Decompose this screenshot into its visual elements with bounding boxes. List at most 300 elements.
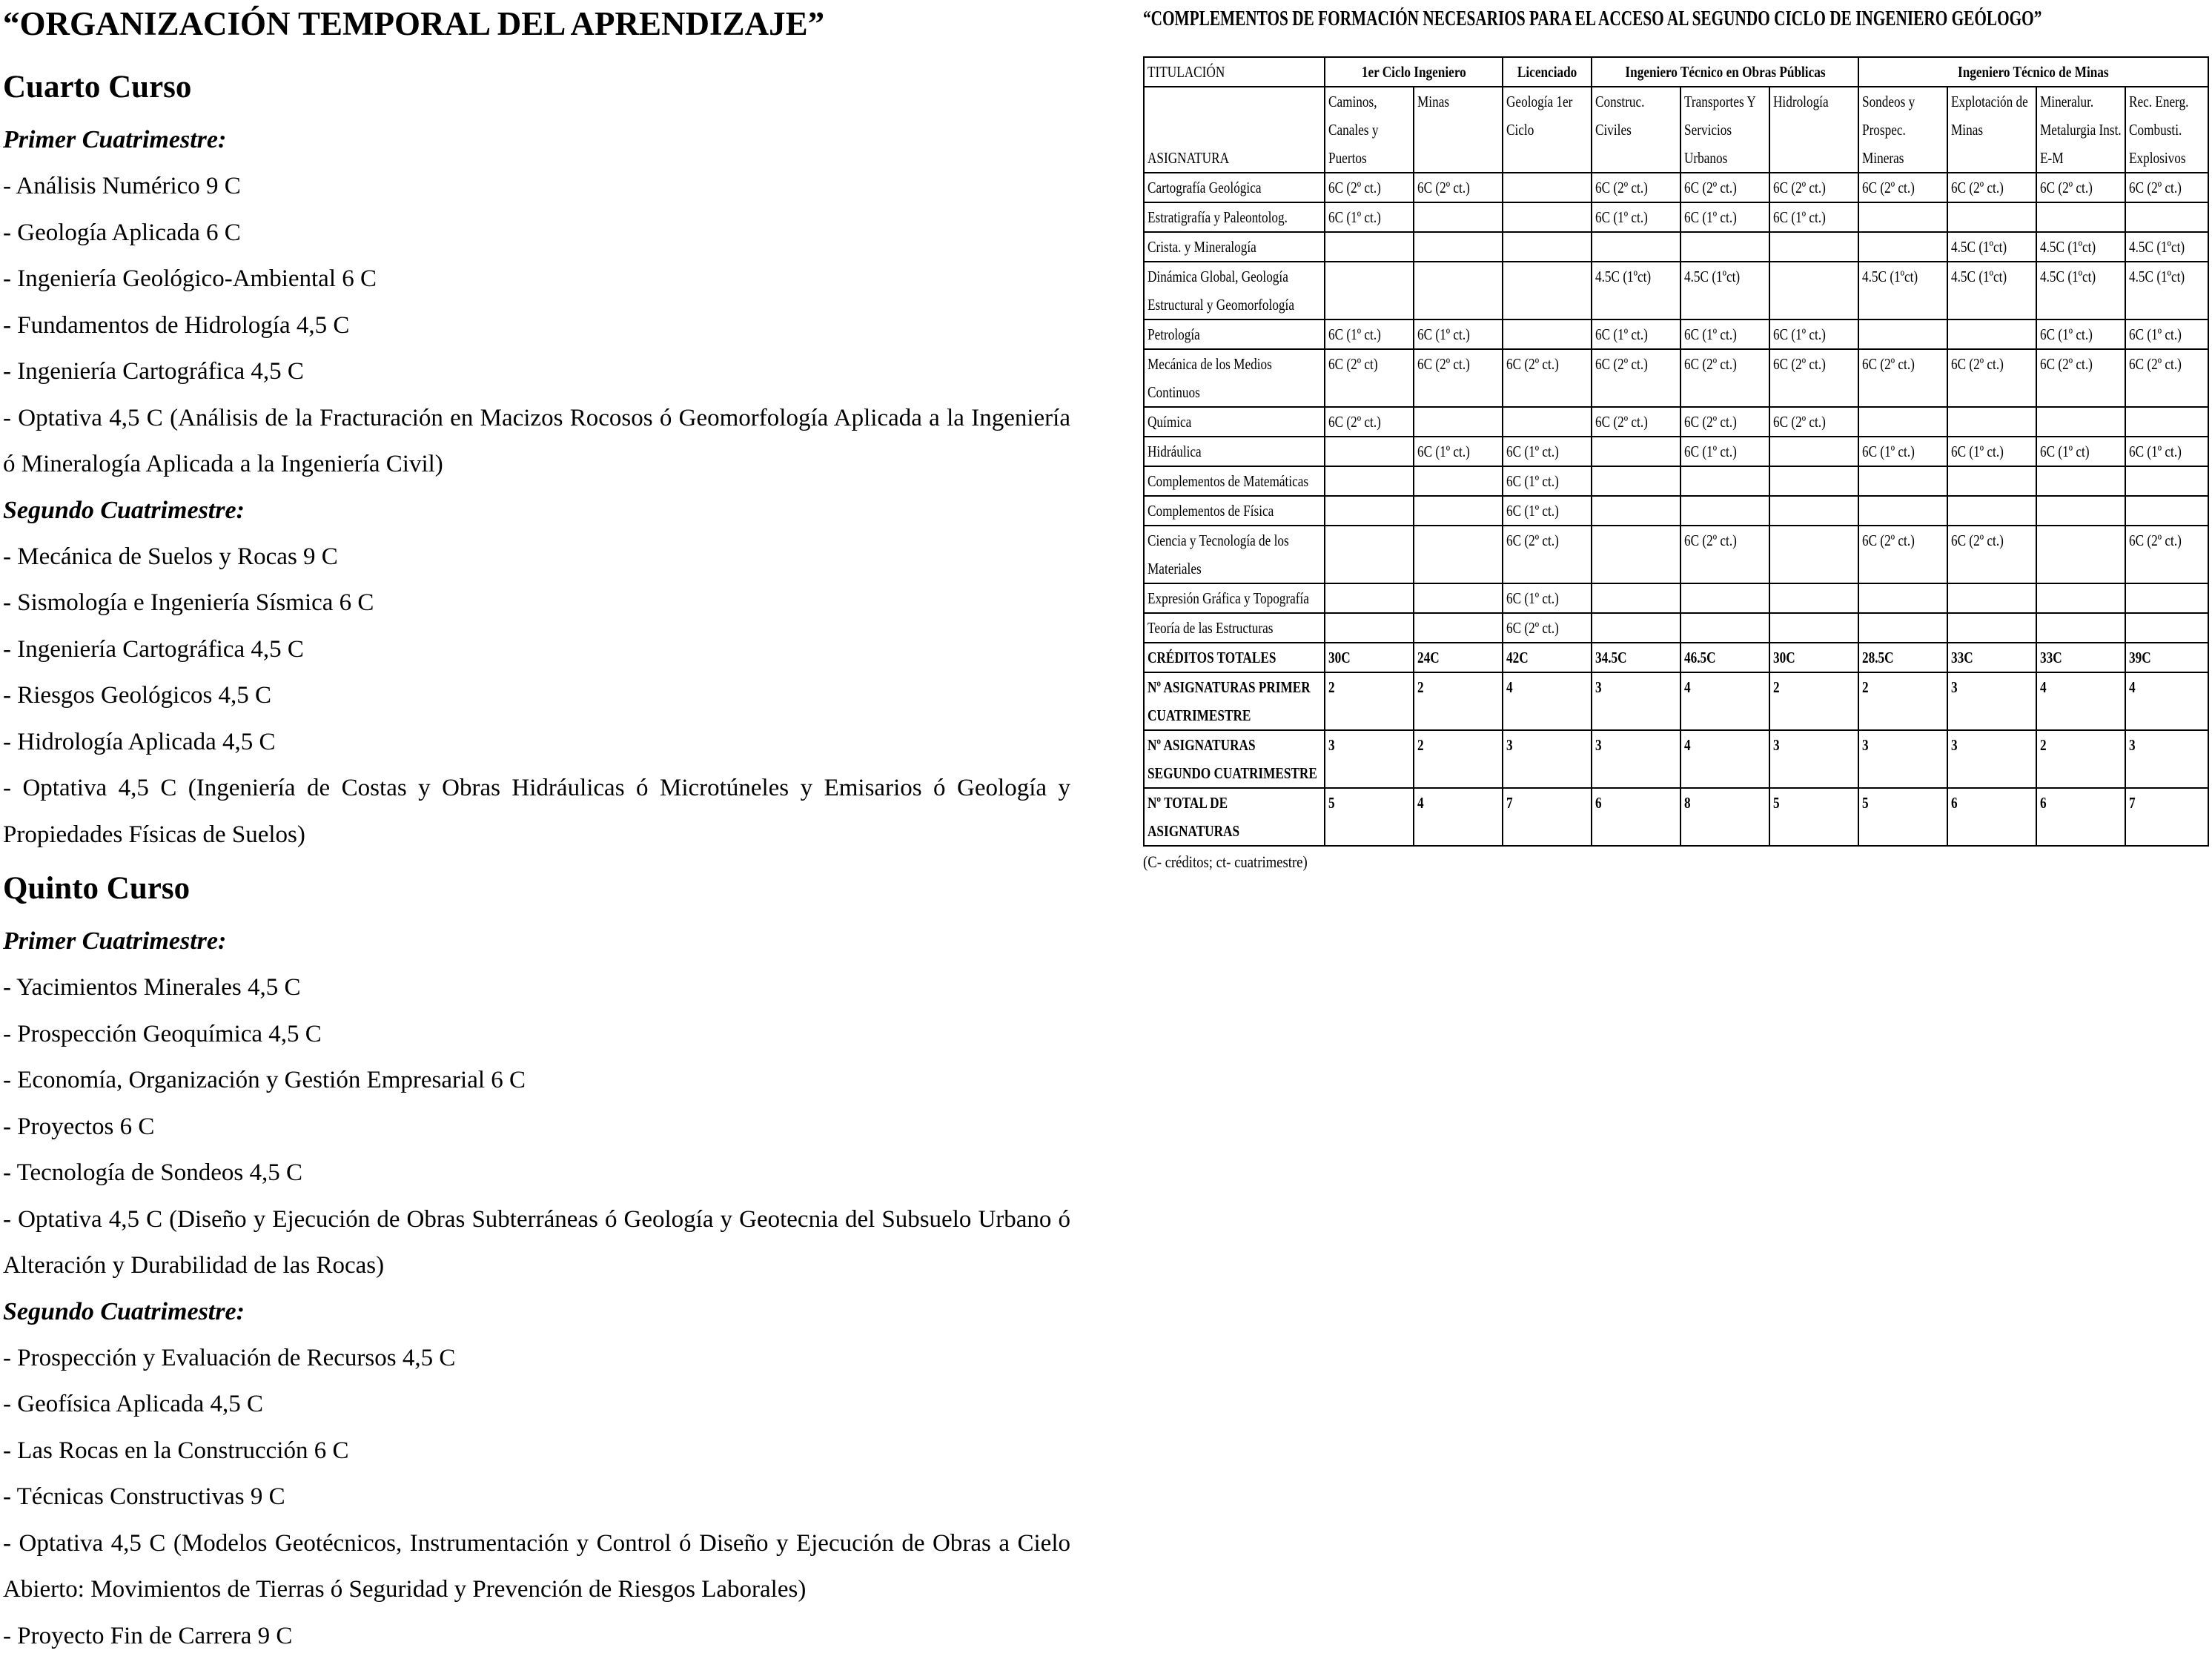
cell-text: 46.5C [1684,643,1766,672]
table-cell [2125,173,2208,202]
cell-text: 3 [2129,731,2205,759]
cell-text: Nº ASIGNATURAS PRIMER CUATRIMESTRE [1148,673,1321,729]
table-cell [1680,583,1769,613]
cell-text: 2 [1862,673,1944,701]
cell-text: Construc. Civiles [1595,87,1677,144]
table-cell [2036,466,2125,496]
table-cell [1414,730,1503,788]
table-body [1144,173,2208,846]
table-cell [1769,232,1858,262]
header-column [1592,87,1680,173]
table-cell [2036,583,2125,613]
cell-text: 6C (1º ct.) [1684,203,1766,231]
cell-text: Transportes Y Servicios Urbanos [1684,87,1766,172]
table-cell [1592,349,1680,407]
table-cell [1947,319,2036,349]
header-column [1769,87,1858,173]
course-schedule [3,3,1070,1659]
table-cell [1325,437,1414,466]
header-group-row [1144,57,2208,87]
complementos-section [1143,4,2208,34]
table-row [1144,526,2208,583]
cell-text: 6C (1º ct.) [2129,320,2205,348]
row-label [1144,730,1325,788]
cell-text: 6C (2º ct.) [1862,350,1944,378]
cell-text: Complementos de Física [1148,497,1321,525]
course-item: - Proyectos 6 C [3,1104,1070,1150]
cell-text: 5 [1773,789,1855,817]
table-row [1144,437,2208,466]
table-cell [1325,466,1414,496]
course-item: - Hidrología Aplicada 4,5 C [3,719,1070,766]
table-cell [1414,526,1503,583]
table-row [1144,407,2208,437]
table-cell [1592,643,1680,672]
table-cell [1858,643,1947,672]
cell-text: 6 [1595,789,1677,817]
cell-text: 7 [2129,789,2205,817]
cell-text: 4 [2129,673,2205,701]
cell-text: 6 [2040,789,2122,817]
cell-text: 5 [1862,789,1944,817]
cell-text: 30C [1328,643,1410,672]
cell-text: ASIGNATURA [1148,144,1321,172]
cell-text: Hidráulica [1148,437,1321,466]
cell-text: 6C (2º ct.) [1506,526,1588,554]
table-cell [1769,730,1858,788]
table-cell [1414,262,1503,319]
header-column [2036,87,2125,173]
cell-text: Licenciado [1506,58,1588,86]
row-label [1144,437,1325,466]
table-cell [1325,262,1414,319]
table-cell [1769,466,1858,496]
table-cell [2036,407,2125,437]
cell-text: 6C (1º ct.) [1595,203,1677,231]
cell-text: 42C [1506,643,1588,672]
cell-text: 3 [1951,731,2033,759]
table-cell [1414,583,1503,613]
cell-text: 6C (1º ct.) [1773,203,1855,231]
course-item: - Optativa 4,5 C (Diseño y Ejecución de Obras Subterráneas ó Geología y Geotecnia del Subsuelo Urbano ó Alteración y Durabilidad de las Rocas) [3,1196,1070,1289]
cell-text: Ingeniero Técnico en Obras Públicas [1595,58,1855,86]
table-cell [1592,437,1680,466]
cell-text: 6C (2º ct.) [1773,173,1855,202]
table-cell [1503,496,1592,526]
table-cell [1947,262,2036,319]
table-cell [1325,407,1414,437]
cell-text: 4.5C (1ºct) [2040,233,2122,261]
table-row [1144,173,2208,202]
table-cell [1503,583,1592,613]
table-cell [1592,173,1680,202]
cell-text: 6C (1º ct.) [1328,203,1410,231]
table-cell [1592,730,1680,788]
course-list-cuarto-segundo [3,534,1070,858]
cell-text: Petrología [1148,320,1321,348]
table-cell [1680,262,1769,319]
table-cell [1503,349,1592,407]
table-cell [1947,583,2036,613]
cell-text: Nº ASIGNATURAS SEGUNDO CUATRIMESTRE [1148,731,1321,787]
course-item: - Optativa 4,5 C (Ingeniería de Costas y Obras Hidráulicas ó Microtúneles y Emisarios ó Geología y Propiedades Físicas de Suelos) [3,765,1070,858]
table-cell [1947,349,2036,407]
cell-text: 6C (2º ct.) [1684,408,1766,436]
course-item: - Ingeniería Cartográfica 4,5 C [3,348,1070,395]
table-row [1144,232,2208,262]
cell-text: 3 [1595,673,1677,701]
table-cell [1769,788,1858,846]
table-cell [1769,319,1858,349]
cell-text: Mecánica de los Medios Continuos [1148,350,1321,406]
totals-row [1144,788,2208,846]
table-cell [1947,496,2036,526]
row-label [1144,407,1325,437]
table-cell [2036,349,2125,407]
cell-text: 4 [1417,789,1499,817]
row-label [1144,262,1325,319]
cell-text: 6C (1º ct.) [1773,320,1855,348]
course-item: - Economía, Organización y Gestión Empresarial 6 C [3,1057,1070,1104]
cell-text: Caminos, Canales y Puertos [1328,87,1410,172]
table-cell [2036,788,2125,846]
cell-text: 6C (1º ct.) [2129,437,2205,466]
cell-text: 6C (2º ct.) [2040,173,2122,202]
cell-text: 4.5C (1ºct) [2129,233,2205,261]
cell-text: 6C (2º ct) [1328,350,1410,378]
table-cell [2125,788,2208,846]
course-item: - Fundamentos de Hidrología 4,5 C [3,302,1070,349]
cell-text: 4.5C (1ºct) [2040,262,2122,291]
table-cell [1680,232,1769,262]
table-cell [1503,672,1592,730]
course-list-cuarto-primer [3,163,1070,488]
cell-text: 4.5C (1ºct) [2129,262,2205,291]
table-cell [1592,407,1680,437]
cell-text: 34.5C [1595,643,1677,672]
table-cell [1947,613,2036,643]
table-cell [1325,643,1414,672]
cell-text: 4.5C (1ºct) [1951,233,2033,261]
cell-text: 6C (2º ct.) [1328,173,1410,202]
table-cell [1947,526,2036,583]
cell-text: 6C (2º ct.) [2040,350,2122,378]
cell-text: 39C [2129,643,2205,672]
cell-text: 4.5C (1ºct) [1951,262,2033,291]
table-cell [2036,672,2125,730]
header-column [2125,87,2208,173]
table-cell [1592,262,1680,319]
table-cell [1947,232,2036,262]
course-item: - Prospección Geoquímica 4,5 C [3,1011,1070,1058]
table-cell [1680,466,1769,496]
table-cell [1592,672,1680,730]
table-cell [1325,788,1414,846]
semester-label: Segundo Cuatrimestre: [3,488,1070,534]
cell-text: 6C (1º ct.) [1951,437,2033,466]
table-row [1144,613,2208,643]
table-cell [1947,437,2036,466]
cell-text: Rec. Energ. Combusti. Explosivos [2129,87,2205,172]
cell-text: 6C (2º ct.) [2129,173,2205,202]
table-cell [1325,672,1414,730]
table-cell [1858,407,1947,437]
cell-text: 6C (2º ct.) [1951,350,2033,378]
table-cell [1325,173,1414,202]
table-cell [1947,407,2036,437]
section-heading-quinto: Quinto Curso [3,864,190,913]
table-cell [2036,319,2125,349]
cell-text: 6C (2º ct.) [1684,173,1766,202]
cell-text: Sondeos y Prospec. Mineras [1862,87,1944,172]
table-cell [2125,643,2208,672]
table-row [1144,319,2208,349]
table-cell [1858,672,1947,730]
cell-text: 6C (2º ct.) [1773,350,1855,378]
cell-text: 24C [1417,643,1499,672]
course-item: - Las Rocas en la Construcción 6 C [3,1428,1070,1474]
table-cell [1414,788,1503,846]
row-label [1144,173,1325,202]
table-cell [1680,349,1769,407]
page-title: “ORGANIZACIÓN TEMPORAL DEL APRENDIZAJE” [3,3,1070,44]
row-label [1144,788,1325,846]
table-cell [1325,319,1414,349]
course-item: - Ingeniería Cartográfica 4,5 C [3,626,1070,673]
table-cell [1503,173,1592,202]
table-cell [1325,202,1414,232]
totals-row [1144,730,2208,788]
cell-text: 7 [1506,789,1588,817]
table-cell [2125,407,2208,437]
header-asignatura [1144,87,1325,173]
table-cell [1947,173,2036,202]
cell-text: 3 [1595,731,1677,759]
cell-text: 6C (2º ct.) [1595,173,1677,202]
cell-text: 6C (1º ct.) [1506,584,1588,612]
cell-text: 6C (2º ct.) [1506,350,1588,378]
table-row [1144,349,2208,407]
table-row [1144,583,2208,613]
cell-text: Nº TOTAL DE ASIGNATURAS [1148,789,1321,845]
course-item: - Riesgos Geológicos 4,5 C [3,672,1070,719]
table-cell [2125,232,2208,262]
table-cell [2125,349,2208,407]
table-cell [1325,613,1414,643]
cell-text: Crista. y Mineralogía [1148,233,1321,261]
table-wrapper [1143,56,2209,875]
cell-text: 6C (1º ct.) [1684,320,1766,348]
cell-text: 30C [1773,643,1855,672]
table-cell [1858,466,1947,496]
cell-text: 6C (2º ct.) [1595,408,1677,436]
cell-text: 4 [2040,673,2122,701]
cell-text: 6C (1º ct.) [1506,467,1588,495]
table-cell [1858,583,1947,613]
table-cell [1592,526,1680,583]
table-cell [1414,232,1503,262]
table-cell [1592,496,1680,526]
table-cell [1503,613,1592,643]
course-item: - Geofísica Aplicada 4,5 C [3,1381,1070,1428]
row-label [1144,583,1325,613]
cell-text: 6C (1º ct.) [1506,497,1588,525]
table-cell [2036,262,2125,319]
cell-text: 3 [1862,731,1944,759]
header-column [1858,87,1947,173]
cell-text: Complementos de Matemáticas [1148,467,1321,495]
header-group [1503,57,1592,87]
course-list-quinto-segundo [3,1335,1070,1659]
cell-text: Cartografía Geológica [1148,173,1321,202]
table-cell [1858,232,1947,262]
cell-text: 6C (2º ct.) [1862,526,1944,554]
table-head [1144,57,2208,173]
table-cell [1503,232,1592,262]
cell-text: 5 [1328,789,1410,817]
table-cell [1947,643,2036,672]
row-label [1144,672,1325,730]
row-label [1144,232,1325,262]
cell-text: 4 [1684,731,1766,759]
table-cell [1503,407,1592,437]
course-item: - Análisis Numérico 9 C [3,163,1070,210]
row-label [1144,466,1325,496]
totals-row [1144,643,2208,672]
table-cell [2125,583,2208,613]
table-row [1144,262,2208,319]
table-cell [1592,466,1680,496]
table-cell [2036,232,2125,262]
table-cell [1325,526,1414,583]
table-cell [1414,613,1503,643]
table-cell [2036,730,2125,788]
course-item: - Geología Aplicada 6 C [3,210,1070,256]
cell-text: 6C (2º ct.) [1684,526,1766,554]
cell-text: 6C (2º ct.) [2129,350,2205,378]
table-footnote: (C- créditos; ct- cuatrimestre) [1143,850,2049,875]
table-row [1144,466,2208,496]
cell-text: Dinámica Global, Geología Estructural y Geomorfología [1148,262,1321,319]
course-item: - Prospección y Evaluación de Recursos 4,5 C [3,1335,1070,1382]
table-cell [1858,437,1947,466]
cell-text: TITULACIÓN [1148,58,1321,86]
cell-text: 6C (1º ct.) [2040,320,2122,348]
table-cell [1414,643,1503,672]
table-cell [1592,319,1680,349]
table-cell [1858,613,1947,643]
cell-text: CRÉDITOS TOTALES [1148,643,1321,672]
cell-text: 3 [1506,731,1588,759]
course-item: - Proyecto Fin de Carrera 9 C [3,1613,1070,1659]
row-label [1144,526,1325,583]
header-column [1414,87,1503,173]
table-cell [1414,466,1503,496]
table-cell [1325,232,1414,262]
table-cell [1680,496,1769,526]
table-cell [1769,672,1858,730]
table-cell [1503,262,1592,319]
header-column [1680,87,1769,173]
cell-text: Geología 1er Ciclo [1506,87,1588,144]
table-cell [2125,613,2208,643]
table-cell [1680,407,1769,437]
table-cell [2036,496,2125,526]
semester-label: Segundo Cuatrimestre: [3,1289,1070,1335]
table-cell [2125,672,2208,730]
table-cell [1769,437,1858,466]
row-label [1144,319,1325,349]
table-cell [2125,466,2208,496]
cell-text: 6C (2º ct.) [1773,408,1855,436]
cell-text: Minas [1417,87,1499,116]
table-title: “COMPLEMENTOS DE FORMACIÓN NECESARIOS PARA EL ACCESO AL SEGUNDO CICLO DE INGENIERO GEÓLOGO” [1143,4,1952,34]
cell-text: 4 [1506,673,1588,701]
totals-row [1144,672,2208,730]
cell-text: 6C (2º ct.) [1862,173,1944,202]
cell-text: 6C (2º ct.) [1595,350,1677,378]
header-column [1503,87,1592,173]
table-cell [1858,262,1947,319]
table-cell [1503,466,1592,496]
table-cell [1858,526,1947,583]
header-group [1325,57,1503,87]
table-cell [1769,173,1858,202]
table-cell [1680,788,1769,846]
table-cell [1769,407,1858,437]
table-cell [2036,643,2125,672]
cell-text: Explotación de Minas [1951,87,2033,144]
table-cell [1592,788,1680,846]
row-label [1144,643,1325,672]
table-cell [1947,466,2036,496]
table-cell [2036,173,2125,202]
table-row [1144,496,2208,526]
cell-text: 6C (1º ct.) [1862,437,1944,466]
cell-text: Teoría de las Estructuras [1148,614,1321,642]
table-cell [1592,202,1680,232]
semester-label: Primer Cuatrimestre: [3,117,1070,163]
table-cell [1503,730,1592,788]
cell-text: 6C (2º ct.) [1328,408,1410,436]
cell-text: 2 [2040,731,2122,759]
cell-text: 6C (1º ct.) [1417,437,1499,466]
table-cell [1503,319,1592,349]
cell-text: 6C (2º ct.) [1951,173,2033,202]
cell-text: Expresión Gráfica y Topografía [1148,584,1321,612]
table-cell [1503,437,1592,466]
table-cell [2125,262,2208,319]
table-cell [1947,788,2036,846]
cell-text: 2 [1417,673,1499,701]
cell-text: 6 [1951,789,2033,817]
table-cell [1325,496,1414,526]
cell-text: 6C (2º ct.) [1506,614,1588,642]
table-cell [1592,232,1680,262]
table-cell [2036,202,2125,232]
row-label [1144,202,1325,232]
table-cell [1414,437,1503,466]
table-cell [1414,349,1503,407]
table-cell [1947,672,2036,730]
table-cell [1680,437,1769,466]
cell-text: 6C (1º ct.) [1684,437,1766,466]
course-item: - Tecnología de Sondeos 4,5 C [3,1150,1070,1196]
table-cell [1858,319,1947,349]
cell-text: 3 [1773,731,1855,759]
cell-text: 6C (2º ct.) [1951,526,2033,554]
semester-label: Primer Cuatrimestre: [3,918,1070,964]
